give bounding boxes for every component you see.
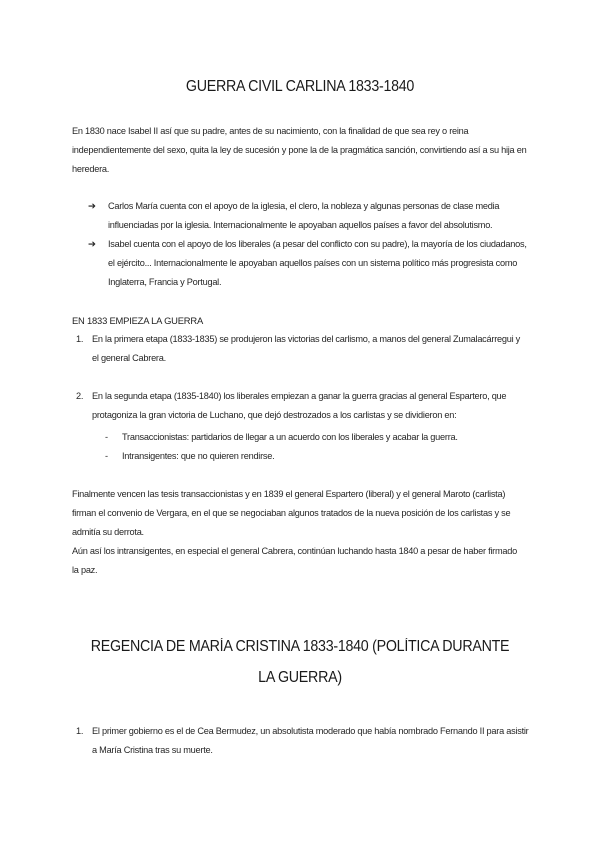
list-number: 1.: [76, 726, 84, 736]
bullet-carlos-maria: Carlos María cuenta con el apoyo de la iglesia, el clero, la nobleza y algunas personas de clase media influenciadas por la iglesia. Internacionalmente le apoyaban aquellos países a favor del absolutismo.: [108, 201, 500, 230]
war-start-subheading: EN 1833 EMPIEZA LA GUERRA: [72, 315, 203, 326]
conclusion-paragraph-1: Finalmente vencen las tesis transaccionistas y en 1839 el general Espartero (liberal) y el general Maroto (carlista) firman el convenio de Vergara, en el que se negociaban algunos tratados de la nueva posición de los carlistas y se admitía su derrota.: [72, 489, 511, 537]
faction-intransigentes: Intransigentes: que no quieren rendirse.: [122, 451, 275, 461]
faction-transaccionistas: Transaccionistas: partidarios de llegar a un acuerdo con los liberales y acabar la guerra.: [122, 432, 458, 442]
intro-paragraph: En 1830 nace Isabel II así que su padre, antes de su nacimiento, con la finalidad de que sea rey o reina independientemente del sexo, quita la ley de sucesión y pone la de la pragmática sanción, convirtiendo así a su hija en heredera.: [72, 126, 527, 174]
dash-bullet-icon: -: [105, 451, 108, 461]
section-title-carlist-war: GUERRA CIVIL CARLINA 1833-1840: [185, 78, 415, 95]
conclusion-paragraph-2: Aún así los intransigentes, en especial el general Cabrera, continúan luchando hasta 1840 a pesar de haber firmado la paz.: [72, 546, 517, 575]
section-title-regency-line2: LA GUERRA): [258, 669, 342, 686]
arrow-bullet-icon: ➔: [88, 239, 96, 250]
list-number: 1.: [76, 334, 84, 344]
regency-item-one: El primer gobierno es el de Cea Bermudez, un absolutista moderado que había nombrado Fernando II para asistir a María Cristina tras su muerte.: [92, 726, 529, 755]
stage-one-text: En la primera etapa (1833-1835) se produjeron las victorias del carlismo, a manos del general Zumalacárregui y el general Cabrera.: [92, 334, 521, 363]
arrow-bullet-icon: ➔: [88, 201, 96, 212]
dash-bullet-icon: -: [105, 432, 108, 442]
stage-two-text: En la segunda etapa (1835-1840) los liberales empiezan a ganar la guerra gracias al general Espartero, que protagoniza la gran victoria de Luchano, que dejó destrozados a los carlistas y se dividieron en:: [92, 391, 507, 420]
list-number: 2.: [76, 391, 84, 401]
bullet-isabel: Isabel cuenta con el apoyo de los liberales (a pesar del conflicto con su padre), la mayoría de los ciudadanos, el ejército... Internacionalmente le apoyaban aquellos países con un sistema político más progresista como Inglaterra, Francia y Portugal.: [108, 239, 527, 287]
section-title-regency-line1: REGENCIA DE MARÍA CRISTINA 1833-1840 (POLÍTICA DURANTE: [90, 638, 510, 655]
